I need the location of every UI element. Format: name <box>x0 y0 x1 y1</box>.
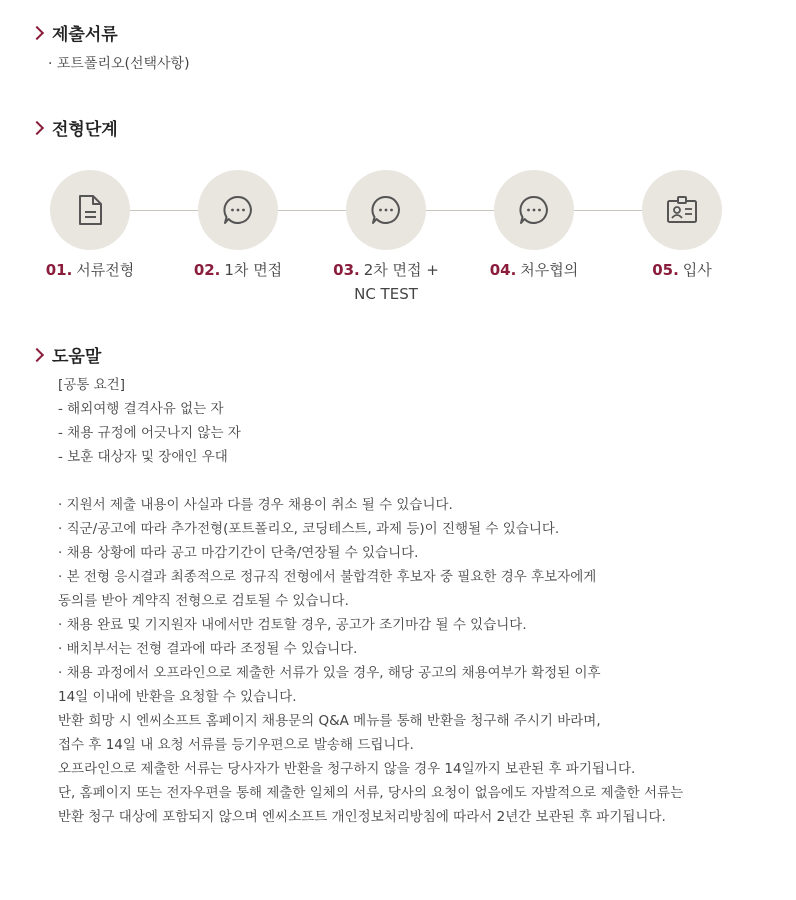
section-title-documents <box>32 20 118 45</box>
step-label <box>168 258 308 282</box>
chat-bubble-icon <box>370 194 402 226</box>
step-1 <box>20 170 160 282</box>
step-3 <box>316 170 456 306</box>
help-line: 동의를 받아 계약직 전형으로 검토될 수 있습니다. <box>58 593 349 609</box>
step-4 <box>464 170 604 282</box>
help-line: · 본 전형 응시결과 최종적으로 정규직 전형에서 불합격한 후보자 중 필요한 경우 후보자에게 <box>58 569 597 585</box>
document-icon <box>76 194 104 226</box>
step-circle <box>198 170 278 250</box>
id-card-icon <box>666 195 698 225</box>
step-number: 05. <box>652 261 679 279</box>
help-text-block <box>58 373 778 829</box>
help-line: · 지원서 제출 내용이 사실과 다를 경우 채용이 취소 될 수 있습니다. <box>58 497 453 513</box>
step-label <box>612 258 752 282</box>
help-line: - 채용 규정에 어긋나지 않는 자 <box>58 425 241 441</box>
help-line: 반환 청구 대상에 포함되지 않으며 엔씨소프트 개인정보처리방침에 따라서 2년간 보관된 후 파기됩니다. <box>58 809 666 825</box>
section-title-help-text: 도움말 <box>52 347 102 367</box>
step-number: 02. <box>193 261 221 279</box>
help-line: 오프라인으로 제출한 서류는 당사자가 반환을 청구하지 않을 경우 14일까지 보관된 후 파기됩니다. <box>58 761 636 777</box>
step-text: 처우협의 <box>520 261 579 279</box>
section-title-process <box>32 115 118 140</box>
step-number: 03. <box>333 261 360 279</box>
step-label <box>316 258 456 306</box>
help-line: 반환 희망 시 엔씨소프트 홈페이지 채용문의 Q&A 메뉴를 통해 반환을 청구해 주시기 바라며, <box>58 713 601 729</box>
step-text-line2: NC TEST <box>354 285 418 303</box>
step-label <box>464 258 604 282</box>
section-title-help <box>32 342 101 367</box>
step-label <box>20 258 160 282</box>
step-number: 01. <box>45 261 73 279</box>
section-title-documents-text: 제출서류 <box>52 25 118 45</box>
chat-bubble-icon <box>222 194 254 226</box>
section-title-process-text: 전형단계 <box>52 120 118 140</box>
step-text: 2차 면접 + <box>363 261 439 279</box>
help-line: · 채용 과정에서 오프라인으로 제출한 서류가 있을 경우, 해당 공고의 채용여부가 확정된 이후 <box>58 665 601 681</box>
help-line: · 채용 완료 및 기지원자 내에서만 검토할 경우, 공고가 조기마감 될 수 있습니다. <box>58 617 527 633</box>
step-5 <box>612 170 752 282</box>
help-line-spacer <box>58 469 778 493</box>
help-line: · 배치부서는 전형 결과에 따라 조정될 수 있습니다. <box>58 641 358 657</box>
help-line: · 채용 상황에 따라 공고 마감기간이 단축/연장될 수 있습니다. <box>58 545 419 561</box>
help-line: [공통 요건] <box>58 377 125 393</box>
step-2 <box>168 170 308 282</box>
step-circle <box>642 170 722 250</box>
chat-bubble-icon <box>518 194 550 226</box>
chevron-right-icon <box>30 25 44 39</box>
step-text: 1차 면접 <box>224 261 283 279</box>
chevron-right-icon <box>30 347 44 361</box>
help-line: - 보훈 대상자 및 장애인 우대 <box>58 449 228 465</box>
chevron-right-icon <box>30 120 44 134</box>
step-circle <box>494 170 574 250</box>
process-steps <box>0 170 796 310</box>
help-line: 14일 이내에 반환을 요청할 수 있습니다. <box>58 689 297 705</box>
step-number: 04. <box>489 261 517 279</box>
help-line: 단, 홈페이지 또는 전자우편을 통해 제출한 일체의 서류, 당사의 요청이 없음에도 자발적으로 제출한 서류는 <box>58 785 684 801</box>
step-circle <box>50 170 130 250</box>
help-line: - 해외여행 결격사유 없는 자 <box>58 401 224 417</box>
document-item: · 포트폴리오(선택사항) <box>48 56 190 72</box>
step-text: 서류전형 <box>76 261 135 279</box>
step-text: 입사 <box>682 261 712 279</box>
help-line: 접수 후 14일 내 요청 서류를 등기우편으로 발송해 드립니다. <box>58 737 414 753</box>
step-circle <box>346 170 426 250</box>
help-line: · 직군/공고에 따라 추가전형(포트폴리오, 코딩테스트, 과제 등)이 진행될 수 있습니다. <box>58 521 560 537</box>
